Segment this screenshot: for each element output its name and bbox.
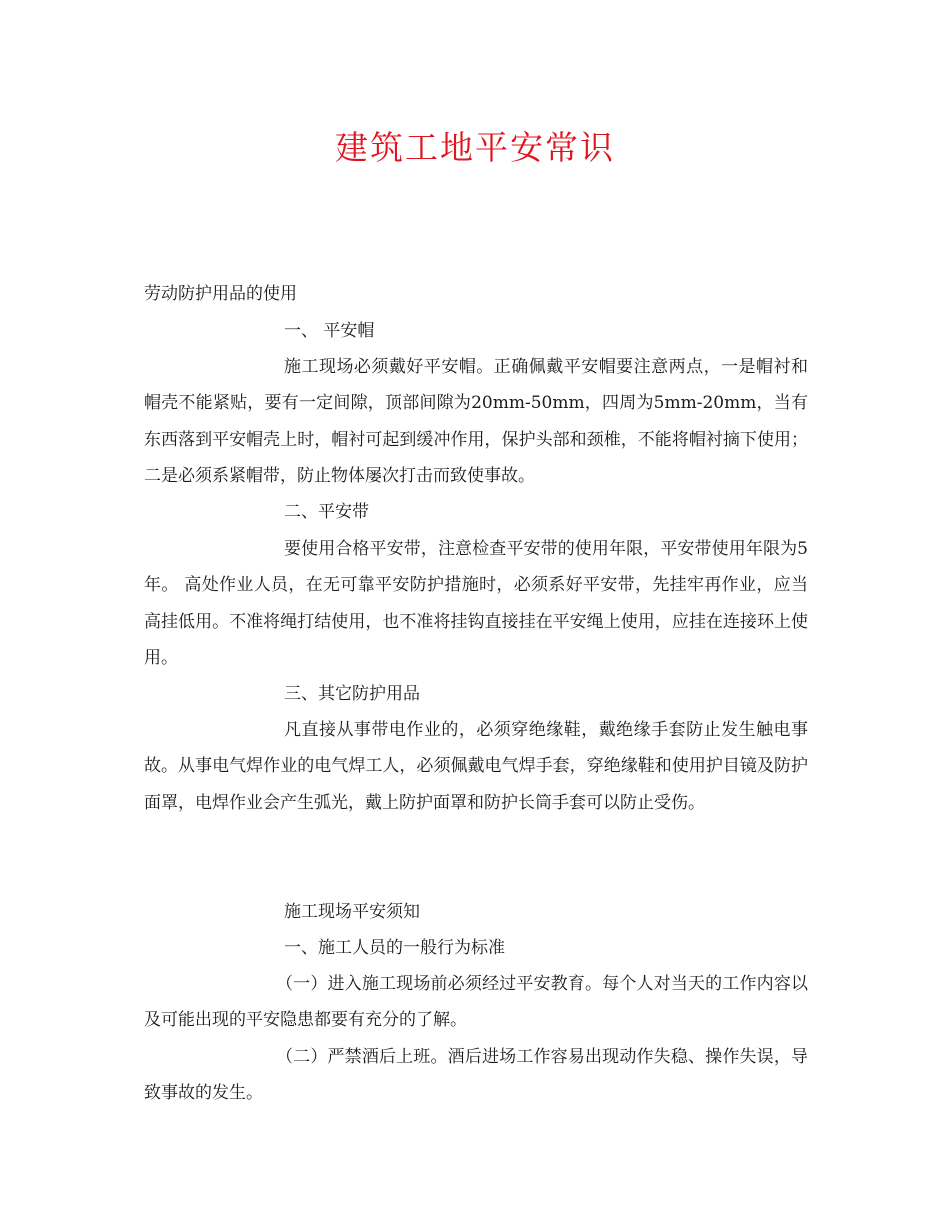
document-title: 建筑工地平安常识 [335,128,615,167]
other-ppe-heading: 三、其它防护用品 [284,684,420,704]
other-ppe-paragraph: 凡直接从事带电作业的，必须穿绝缘鞋，戴绝缘手套防止发生触电事故。从事电气焊作业的电气焊工人，必须佩戴电气焊手套，穿绝缘鞋和使用护目镜及防护面罩，电焊作业会产生弧光，戴上防护面罩和防护长筒手套可以防止受伤。 [144,720,808,813]
helmet-paragraph: 施工现场必须戴好平安帽。正确佩戴平安帽要注意两点，一是帽衬和帽壳不能紧贴，要有一定间隙，顶部间隙为20mm-50mm，四周为5mm-20mm，当有东西落到平安帽壳上时，帽衬可起到缓冲作用，保护头部和颈椎，不能将帽衬摘下使用；二是必须系紧帽带，防止物体屡次打击而致使事故。 [144,357,808,486]
site-safety-heading: 施工现场平安须知 [284,902,420,922]
rule-1-paragraph: （一）进入施工现场前必须经过平安教育。每个人对当天的工作内容以及可能出现的平安隐患都要有充分的了解。 [144,974,808,1031]
belt-heading: 二、平安带 [284,502,369,522]
rule-2-paragraph: （二）严禁酒后上班。酒后进场工作容易出现动作失稳、操作失误，导致事故的发生。 [144,1047,808,1104]
ppe-heading: 劳动防护用品的使用 [144,284,297,304]
helmet-heading: 一、 平安帽 [284,321,375,341]
belt-paragraph: 要使用合格平安带，注意检查平安带的使用年限，平安带使用年限为5年。 高处作业人员，在无可靠平安防护措施时，必须系好平安带，先挂牢再作业，应当高挂低用。不准将绳打结使用，也不准将挂钩直接挂在平安绳上使用，应挂在连接环上使用。 [144,539,808,668]
conduct-heading: 一、施工人员的一般行为标准 [284,938,505,958]
